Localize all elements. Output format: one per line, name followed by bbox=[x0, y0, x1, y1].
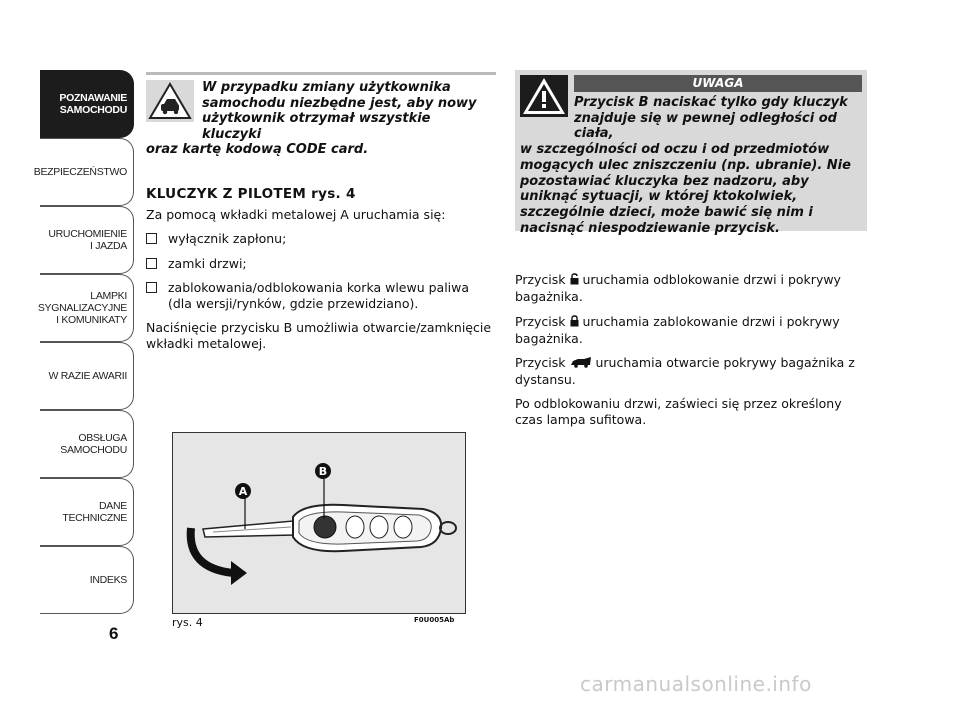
label-b: B bbox=[318, 465, 328, 478]
note-line: samochodu niezbędne jest, aby nowy bbox=[202, 95, 477, 111]
page-number: 6 bbox=[109, 624, 119, 643]
tab-obsluga-samochodu[interactable]: OBSŁUGA SAMOCHODU bbox=[40, 410, 134, 478]
body-paragraph: Przycisk uruchamia zablokowanie drzwi i pokrywy bagażnika. bbox=[515, 314, 840, 346]
warning-title: UWAGA bbox=[574, 75, 862, 92]
list-item: wyłącznik zapłonu; bbox=[146, 231, 496, 247]
body-paragraph: Przycisk uruchamia odblokowanie drzwi i pokrywy bagażnika. bbox=[515, 272, 841, 304]
tab-w-razie-awarii[interactable]: W RAZIE AWARII bbox=[40, 342, 134, 410]
note-line: W przypadku zmiany użytkownika bbox=[202, 80, 451, 95]
body-paragraph: Przycisk uruchamia otwarcie pokrywy bagażnika z dystansu. bbox=[515, 355, 855, 387]
trunk-car-icon bbox=[570, 356, 592, 372]
tab-bezpieczenstwo[interactable]: BEZPIECZEŃSTWO bbox=[40, 138, 134, 206]
padlock-closed-icon bbox=[570, 315, 579, 331]
checkbox-bullet-icon bbox=[146, 233, 157, 244]
figure-code: F0U005Ab bbox=[414, 616, 455, 624]
warning-line: Przycisk B naciskać tylko gdy kluczyk bbox=[574, 95, 848, 110]
list-item: zablokowania/odblokowania korka wlewu paliwa (dla wersji/rynków, gdzie przewidziano). bbox=[146, 280, 496, 312]
figure-caption: rys. 4 bbox=[172, 616, 203, 629]
note-line: użytkownik otrzymał wszystkie kluczyki bbox=[202, 111, 431, 142]
tab-indeks[interactable]: INDEKS bbox=[40, 546, 134, 614]
top-divider bbox=[146, 72, 496, 75]
checkbox-bullet-icon bbox=[146, 258, 157, 269]
list-item: zamki drzwi; bbox=[146, 256, 496, 272]
body-paragraph: Po odblokowaniu drzwi, zaświeci się przez określony czas lampa sufitowa. bbox=[515, 396, 842, 427]
label-a: A bbox=[238, 485, 248, 498]
warning-text bbox=[520, 95, 865, 236]
padlock-open-icon bbox=[570, 273, 579, 289]
warning-line: znajduje się w pewnej odległości od ciała, bbox=[574, 110, 837, 142]
checkbox-bullet-icon bbox=[146, 282, 157, 293]
intro-text: Za pomocą wkładki metalowej A uruchamia się: bbox=[146, 207, 446, 222]
section-heading: KLUCZYK Z PILOTEM rys. 4 bbox=[146, 186, 356, 202]
key-figure bbox=[172, 432, 466, 614]
tab-uruchomienie-i-jazda[interactable]: URUCHOMIENIE I JAZDA bbox=[40, 206, 134, 274]
body-paragraph: Naciśnięcie przycisku B umożliwia otwarcie/zamknięcie wkładki metalowej. bbox=[146, 320, 492, 351]
info-note bbox=[146, 80, 491, 158]
note-line: oraz kartę kodową CODE card. bbox=[146, 142, 369, 157]
tab-poznawanie-samochodu[interactable]: POZNAWANIE SAMOCHODU bbox=[40, 70, 134, 138]
section-tabs bbox=[33, 70, 134, 614]
watermark: carmanualsonline.info bbox=[580, 672, 812, 696]
tab-dane-techniczne[interactable]: DANE TECHNICZNE bbox=[40, 478, 134, 546]
tab-lampki-sygnalizacyjne[interactable]: LAMPKI SYGNALIZACYJNE I KOMUNIKATY bbox=[40, 274, 134, 342]
warning-line: w szczególności od oczu i od przedmiotów mogących ulec zniszczeniu (np. ubranie). Nie pozostawiać kluczyka bez nadzoru, aby uniknąć sytuacji, w której ktokolwiek, szczególnie dzieci, może bawić się nim i nacisnąć niespodziewanie przycisk. bbox=[520, 142, 851, 236]
